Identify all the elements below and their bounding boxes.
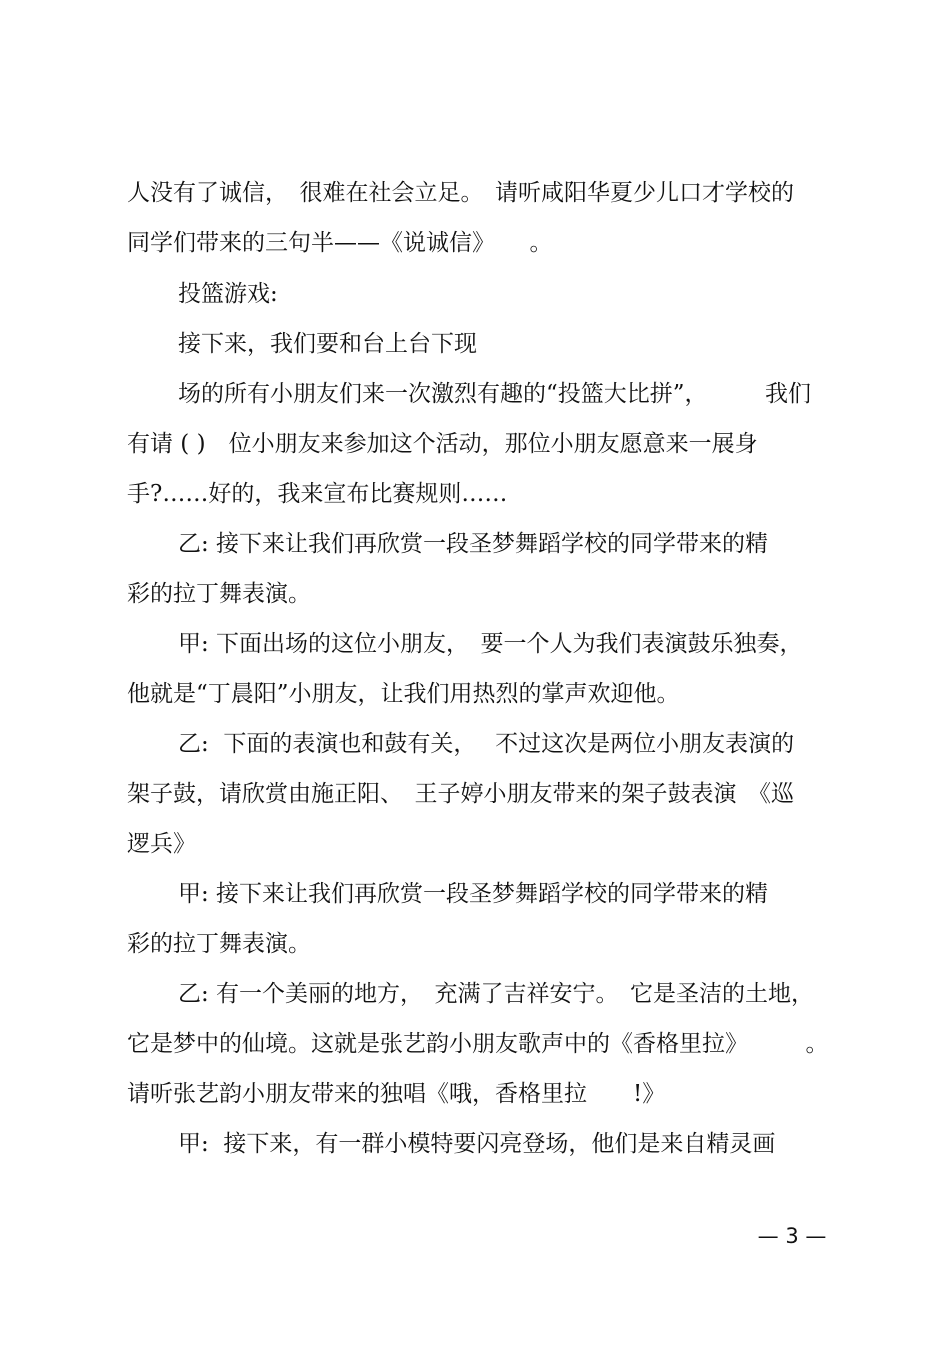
dialogue-line: 甲: 接下来让我们再欣赏一段圣梦舞蹈学校的同学带来的精	[178, 881, 769, 907]
dialogue-line: 乙: 接下来让我们再欣赏一段圣梦舞蹈学校的同学带来的精	[178, 531, 769, 557]
text-line: 场的所有小朋友们来一次激烈有趣的“投篮大比拼”， 我们	[178, 381, 812, 407]
text-line: 他就是“丁晨阳”小朋友，让我们用热烈的掌声欢迎他。	[127, 681, 680, 707]
dialogue-line: 甲: 下面出场的这位小朋友， 要一个人为我们表演鼓乐独奏，	[178, 631, 803, 657]
text-line: 手?……好的，我来宣布比赛规则……	[127, 481, 508, 507]
text-line: 请听张艺韵小朋友带来的独唱《哦，香格里拉 !》	[127, 1081, 666, 1107]
dialogue-line: 乙: 下面的表演也和鼓有关， 不过这次是两位小朋友表演的	[178, 731, 795, 757]
text-line: 逻兵》	[127, 831, 196, 857]
text-line: 人没有了诚信， 很难在社会立足。 请听咸阳华夏少儿口才学校的	[127, 180, 794, 206]
page-number: — 3 —	[757, 1224, 827, 1248]
text-line: 有请 ( ) 位小朋友来参加这个活动，那位小朋友愿意来一展身	[127, 431, 758, 457]
text-line: 彩的拉丁舞表演。	[127, 931, 311, 957]
text-line: 它是梦中的仙境。这就是张艺韵小朋友歌声中的《香格里拉》 。	[127, 1031, 829, 1057]
text-line: 彩的拉丁舞表演。	[127, 581, 311, 607]
section-heading: 投篮游戏:	[178, 281, 278, 307]
dialogue-line: 乙: 有一个美丽的地方， 充满了吉祥安宁。 它是圣洁的土地，	[178, 981, 815, 1007]
text-line: 接下来，我们要和台上台下现	[178, 331, 477, 357]
text-line: 同学们带来的三句半——《说诚信》 。	[127, 230, 553, 256]
dialogue-line: 甲: 接下来，有一群小模特要闪亮登场，他们是来自精灵画	[178, 1131, 776, 1157]
text-line: 架子鼓，请欣赏由施正阳、 王子婷小朋友带来的架子鼓表演 《巡	[127, 781, 794, 807]
